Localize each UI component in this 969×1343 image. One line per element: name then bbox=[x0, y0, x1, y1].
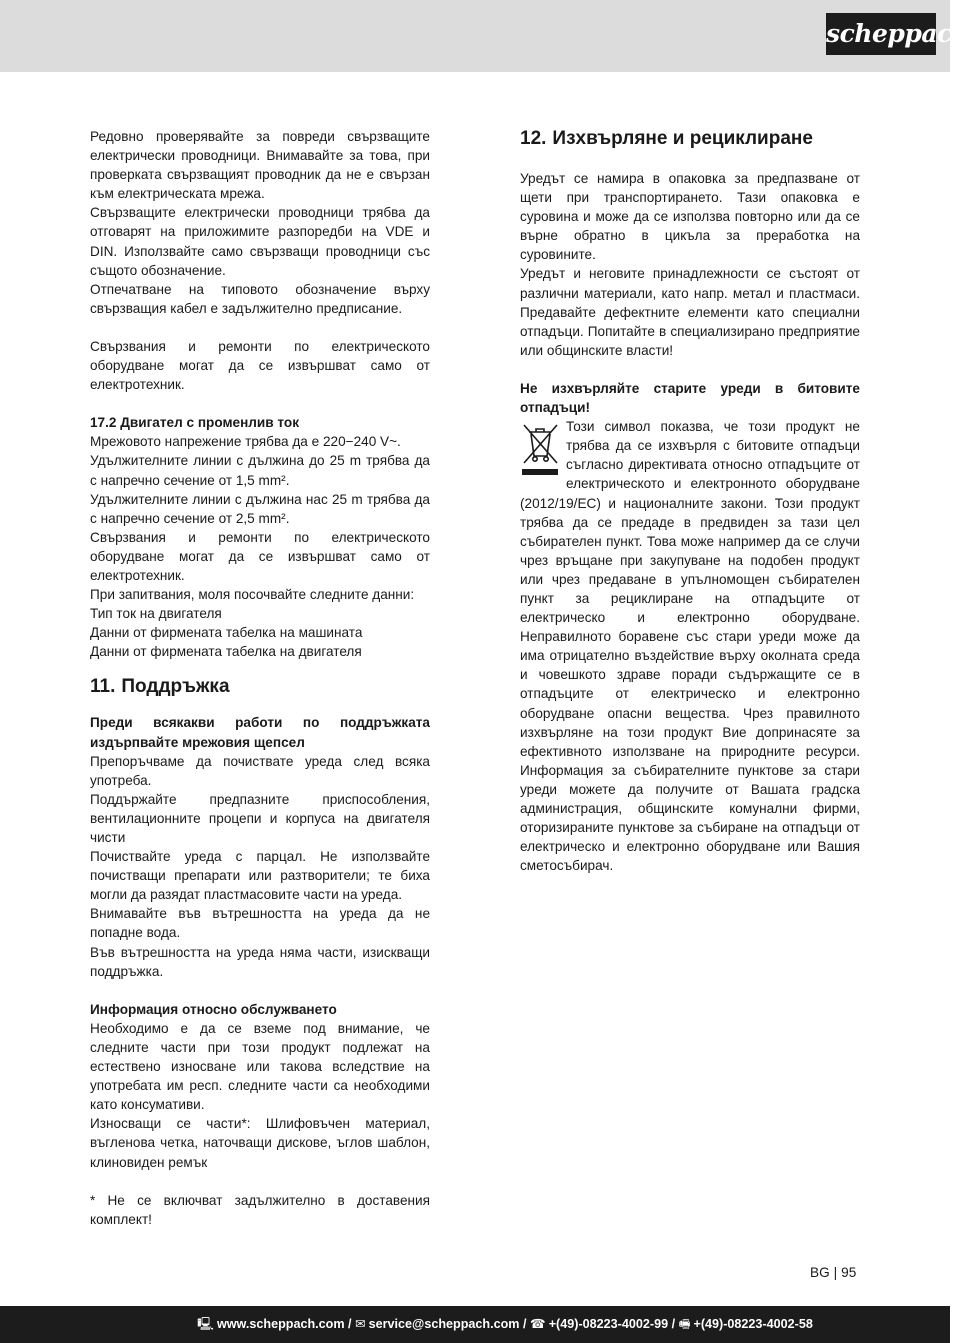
paragraph: Уредът се намира в опаковка за предпазване от щети при транспортирането. Тази опаковка е суровина и може да се използва повторно или да се върне обратно в цикъла за преработка на суровините. bbox=[520, 171, 860, 263]
section-number: 12. bbox=[520, 128, 547, 149]
separator: | bbox=[833, 1265, 838, 1280]
paragraph: Отпечатване на типовото обозначение върху свързващия кабел е задължително предписание. bbox=[90, 281, 430, 316]
list-item: Свързвания и ремонти по електрическото оборудване могат да се извършват само от електротехник. bbox=[90, 529, 430, 583]
list-item: Данни от фирмената табелка на машината bbox=[90, 625, 363, 641]
section-heading-12 bbox=[520, 127, 860, 151]
crossed-out-wheelie-bin-icon bbox=[520, 421, 560, 477]
footer-bar bbox=[0, 1306, 950, 1343]
footer-phone: +(49)-08223-4002-99 / bbox=[548, 1317, 676, 1331]
paragraph: Уредът и неговите принадлежности се състоят от различни материали, като напр. метал и пластмаси. Предавайте дефектните елементи като специални отпадъци. Попитайте в специализирано предприятие или общинските власти! bbox=[520, 266, 860, 358]
page-number bbox=[810, 1265, 856, 1280]
subheading-17-2: 17.2 Двигател с променлив ток bbox=[90, 415, 299, 431]
warning-text: Преди всякакви работи по поддръжката издърпвайте мрежовия щепсел bbox=[90, 715, 430, 750]
phone-icon: ☎︎ bbox=[530, 1317, 546, 1331]
paragraph: Препоръчваме да почиствате уреда след всяка употреба. bbox=[90, 753, 430, 788]
computer-icon: 🖳︎ bbox=[197, 1317, 214, 1331]
footer-email[interactable]: service@scheppach.com / bbox=[368, 1317, 527, 1331]
language-code: BG bbox=[810, 1265, 830, 1280]
footnote: * Не се включват задължително в доставения комплект! bbox=[90, 1192, 430, 1227]
list-item: Удължителните линии с дължина до 25 m трябва да с напречно сечение от 1,5 mm². bbox=[90, 453, 430, 488]
paragraph: Поддържайте предпазните приспособления, вентилационните процепи и корпуса на двигателя чисти bbox=[90, 791, 430, 845]
mail-icon: ✉︎ bbox=[355, 1317, 366, 1331]
section-title: Изхвърляне и рециклиране bbox=[552, 128, 813, 149]
left-column bbox=[90, 127, 430, 1229]
section-title: Поддръжка bbox=[121, 676, 230, 698]
weee-text: Този символ показва, че този продукт не трябва да се изхвърля с битовите отпадъци съгласно директивата относно отпадъците от електрическото и електронното оборудване (2012/19/ЕС) и националните закони. Този продукт трябва да се предаде в предвиден за тази цел събирателен пункт. Това може например да се случи чрез връщане при закупуване на подобен продукт или чрез предаване в упълномощен събирателен пункт за рециклиране на отпадъците от електрическо и електронно оборудване. Неправилното боравене със стари уреди може да има отрицателно въздействие върху околната среда и човешкото здраве поради съдържащите се в отпадъците от електрическо и електронно оборудване опасни вещества. Чрез правилното изхвърляне на този продукт Вие допринасяте за ефективното използване на природните ресурси. Информация за събирателните пунктове за стари уреди можете да получите от Вашата градска администрация, общинските комунални фирми, оторизираните пунктове за събиране на отпадъци от електрическо и електронно оборудване или Вашия сметосъбирач. bbox=[520, 419, 860, 874]
paragraph: Във вътрешността на уреда няма части, изискващи поддръжка. bbox=[90, 944, 430, 979]
paragraph: Внимавайте във вътрешността на уреда да не попадне вода. bbox=[90, 906, 430, 941]
list-item: Удължителните линии с дължина нас 25 m трябва да с напречно сечение от 2,5 mm². bbox=[90, 491, 430, 526]
subheading-service: Информация относно обслужването bbox=[90, 1001, 337, 1017]
fax-icon: 🖷︎ bbox=[678, 1317, 691, 1331]
paragraph: Свързвания и ремонти по електрическото оборудване могат да се извършват само от електротехник. bbox=[90, 338, 430, 393]
footer-website[interactable]: www.scheppach.com / bbox=[216, 1317, 352, 1331]
list-item: Мрежовото напрежение трябва да е 220−240 V~. bbox=[90, 434, 401, 450]
paragraph: Необходимо е да се вземе под внимание, че следните части при този продукт подлежат на естествено износване или такова вследствие на употребата им респ. следните части са необходими като консумативи. bbox=[90, 1020, 430, 1113]
section-number: 11. bbox=[90, 676, 116, 698]
right-column bbox=[520, 127, 860, 875]
list-item: При запитвания, моля посочвайте следните данни: bbox=[90, 587, 415, 603]
section-heading-11 bbox=[90, 675, 430, 699]
paragraph: Износващи се части*: Шлифовъчен материал, въгленова четка, наточващи дискове, ъглов шаблон, клиновиден ремък bbox=[90, 1116, 430, 1170]
paragraph: Почиствайте уреда с парцал. Не използвайте почистващи препарати или разтворители; те биха могли да разядат пластмасовите части на уреда. bbox=[90, 849, 430, 903]
paragraph: Редовно проверявайте за повреди свързващите електрически проводници. Внимавайте за това, при проверката свързващият проводник да не е свързан към електрическата мрежа. bbox=[90, 129, 430, 202]
list-item: Тип ток на двигателя bbox=[90, 606, 222, 622]
page-number-value: 95 bbox=[841, 1265, 857, 1280]
warning-text: Не изхвърляйте старите уреди в битовите отпадъци! bbox=[520, 380, 860, 416]
header-band bbox=[0, 0, 950, 72]
footer-fax: +(49)-08223-4002-58 bbox=[693, 1317, 813, 1331]
weee-paragraph bbox=[520, 417, 860, 875]
list-item: Данни от фирмената табелка на двигателя bbox=[90, 644, 362, 660]
scheppach-logo: scheppach bbox=[826, 13, 936, 55]
paragraph: Свързващите електрически проводници трябва да отговарят на приложимите разпоредби на VDE и DIN. Използвайте само свързващи проводници със същото обозначение. bbox=[90, 205, 430, 278]
